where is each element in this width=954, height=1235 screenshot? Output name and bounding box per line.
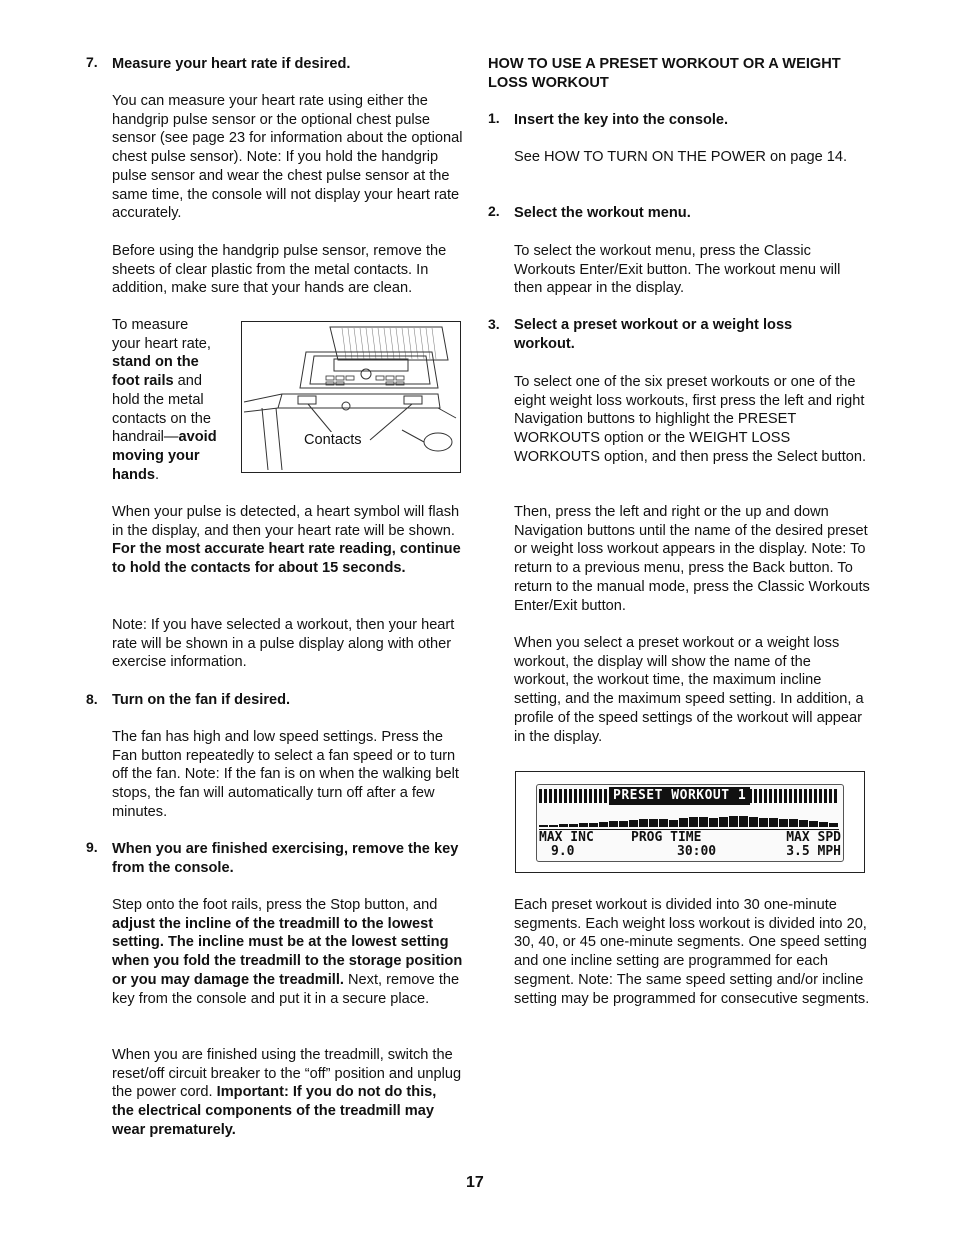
max-speed-value: 3.5 MPH [786,844,841,859]
step-3-paragraph-2: Then, press the left and right or the up and down Navigation buttons until the name of the desired preset or weight loss workout appears in the display. Note: To return to a previous menu, press the Back button. To return to the manual mode, press the Classic Workouts Enter/Exit button. [514,504,870,614]
profile-segment [699,817,708,827]
step-2-paragraph-1: To select the workout menu, press the Classic Workouts Enter/Exit button. The workout menu will then appear in the display. [514,243,841,297]
profile-segment [769,818,778,827]
profile-segment [749,817,758,827]
step-1-heading: Insert the key into the console. [514,112,729,128]
step-9-heading: When you are finished exercising, remove the key from the console. [112,841,459,876]
contacts-label: Contacts [304,432,362,448]
profile-segment [609,821,618,827]
step-3-paragraph-1: To select one of the six preset workouts or one of the eight weight loss workouts, first press the left and right Navigation buttons to highlight the PRESET WORKOUTS option or the WEIGHT LOSS WORKOUTS option, and then press the Select button. [514,374,867,465]
step-9-paragraph-1: Step onto the foot rails, press the Stop button, and adjust the incline of the treadmill to the lowest setting. The incline must be at the lowest setting when you fold the treadmill to the storage position or you may damage the treadmill. Next, remove the key from the console and put it in a secure place. [112,897,463,1007]
profile-segment [729,816,738,827]
program-time-label: PROG TIME [631,830,702,845]
step-2-number: 2. [488,203,500,219]
treadmill-console-illustration [242,322,460,472]
step-3-number: 3. [488,316,500,332]
max-incline-value: 9.0 [551,844,575,859]
step-7-paragraph-5: Note: If you have selected a workout, then your heart rate will be shown in a pulse display along with other exercise information. [112,617,455,671]
step-8-paragraph-1: The fan has high and low speed settings. Press the Fan button repeatedly to select a fan speed or to turn off the fan. Note: If the fan is on when the walking belt stops, the fan will automatically turn off after a few minutes. [112,729,459,820]
max-speed-label: MAX SPD [786,830,841,845]
profile-segment [689,817,698,827]
profile-segment [599,822,608,827]
profile-segment [709,818,718,827]
step-7-paragraph-2: Before using the handgrip pulse sensor, remove the sheets of clear plastic from the metal contacts. In addition, make sure that your hands are clean. [112,243,447,297]
step-9-number: 9. [86,839,98,855]
program-time-value: 30:00 [677,844,717,859]
step-8-number: 8. [86,691,98,707]
profile-segment [759,818,768,827]
section-heading: HOW TO USE A PRESET WORKOUT OR A WEIGHT LOSS WORKOUT [488,56,841,91]
page-number: 17 [466,1174,484,1191]
profile-segment [779,819,788,827]
profile-segment [639,819,648,827]
profile-segment [719,817,728,827]
step-7-number: 7. [86,54,98,70]
step-3-paragraph-4: Each preset workout is divided into 30 one-minute segments. Each weight loss workout is divided into 20, 30, 40, or 45 one-minute segments. One speed setting and one incline setting are programmed for each segment. Note: The same speed setting and/or incline setting may be programmed for consecutive segments. [514,897,870,1007]
profile-segment [649,819,658,827]
profile-segment [789,819,798,827]
profile-segment [579,823,588,827]
profile-segment [539,825,548,827]
step-1-number: 1. [488,110,500,126]
profile-segment [569,824,578,827]
step-7-paragraph-1: You can measure your heart rate using either the handgrip pulse sensor or the optional chest pulse sensor (see page 23 for information about the optional chest pulse sensor). Note: If you hold the handgrip pulse sensor and wear the chest pulse sensor at the same time, the console will not display your heart rate accurately. [112,93,463,222]
profile-segment [799,820,808,827]
console-display-figure [515,771,865,873]
step-7-paragraph-3: To measure your heart rate, stand on the foot rails and hold the metal contacts on the handrail—avoid moving your hands. [112,317,217,483]
profile-segment [819,822,828,827]
step-1-paragraph-1: See HOW TO TURN ON THE POWER on page 14. [514,149,848,165]
profile-segment [679,818,688,827]
profile-segment [559,824,568,827]
profile-segment [659,819,668,827]
profile-segment [619,821,628,827]
step-3-heading: Select a preset workout or a weight loss workout. [514,317,793,352]
profile-segment [829,823,838,827]
step-9-paragraph-2: When you are finished using the treadmill, switch the reset/off circuit breaker to the “off” position and unplug the power cord. Important: If you do not do this, the electrical components of the treadmill may wear prematurely. [112,1047,462,1138]
step-7-heading: Measure your heart rate if desired. [112,56,351,72]
step-2-heading: Select the workout menu. [514,205,691,221]
profile-segment [589,823,598,827]
step-3-paragraph-3: When you select a preset workout or a weight loss workout, the display will show the name of the workout, the workout time, the maximum incline setting, and the maximum speed setting. In addition, a profile of the speed settings of the workout will appear in the display. [514,635,864,745]
handrail-contacts-figure [241,321,461,473]
profile-segment [669,820,678,827]
profile-segment [629,820,638,827]
workout-name-banner: PRESET WORKOUT 1 [609,787,750,805]
profile-segment [809,821,818,827]
lcd-display [536,784,844,862]
profile-segment [549,825,558,827]
speed-profile [539,809,841,827]
step-7-paragraph-4: When your pulse is detected, a heart symbol will flash in the display, and then your heart rate will be shown. For the most accurate heart rate reading, continue to hold the contacts for about 15 seconds. [112,504,461,577]
step-8-heading: Turn on the fan if desired. [112,692,291,708]
profile-segment [739,816,748,827]
max-incline-label: MAX INC [539,830,594,845]
